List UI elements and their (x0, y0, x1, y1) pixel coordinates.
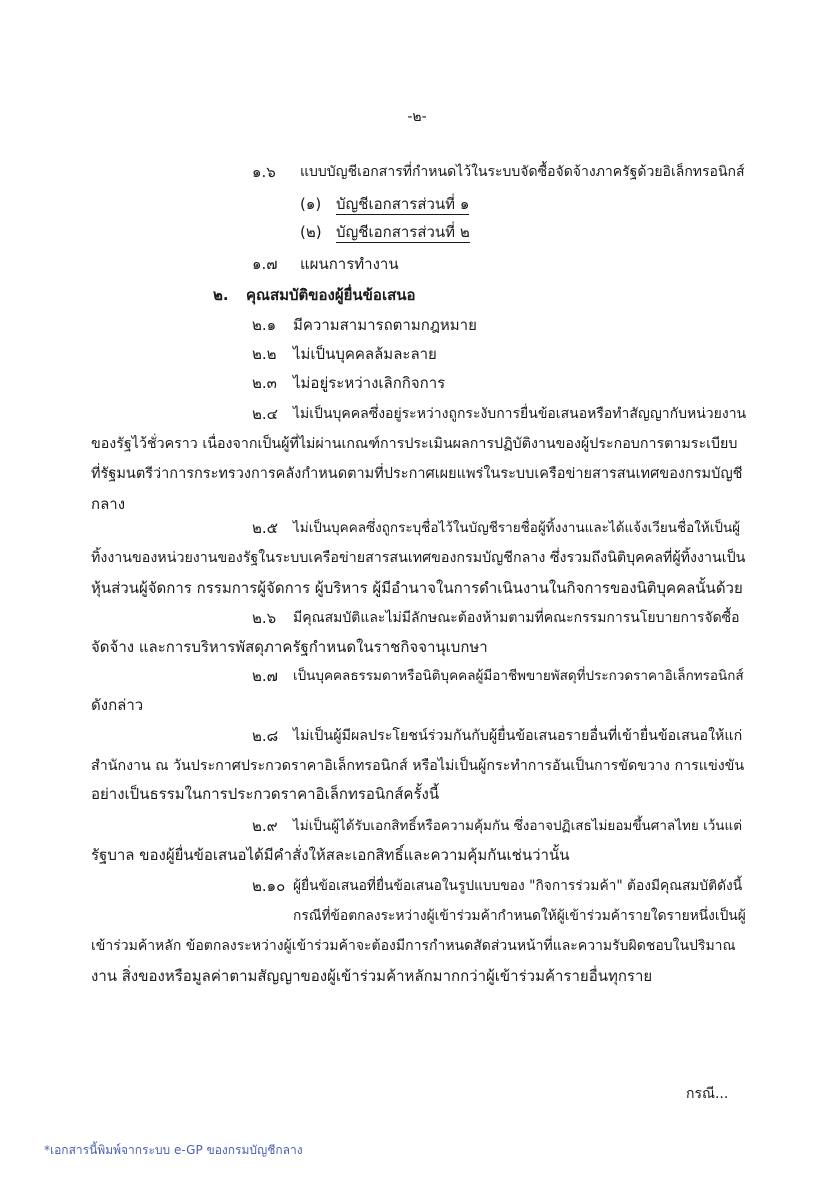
paragraph-line: เป็นบุคคลธรรมดาหรือนิติบุคคลผู้มีอาชีพขายพัสดุที่ประกวดราคาอิเล็กทรอนิกส์ (293, 668, 744, 684)
section-number: ๒. (213, 286, 229, 304)
paragraph-line: กรณีที่ข้อตกลงระหว่างผู้เข้าร่วมค้ากำหนดให้ผู้เข้าร่วมค้ารายใดรายหนึ่งเป็นผู้ (293, 908, 746, 924)
paragraph-line: ทิ้งงานของหน่วยงานของรัฐในระบบเครือข่ายสารสนเทศของกรมบัญชีกลาง ซึ่งรวมถึงนิติบุคคลที่ผู้ทิ้งงานเป็น (91, 550, 746, 566)
paragraph-line: หุ้นส่วนผู้จัดการ กรรมการผู้จัดการ ผู้บริหาร ผู้มีอำนาจในการดำเนินงานในกิจการของนิติบุคคลนั้นด้วย (91, 579, 743, 597)
section-number: ๒.๕ (252, 519, 279, 537)
section-number: ๒.๘ (252, 727, 279, 745)
paragraph-line: ดังกล่าว (91, 696, 144, 714)
paragraph-line: เข้าร่วมค้าหลัก ข้อตกลงระหว่างผู้เข้าร่วมค้าจะต้องมีการกำหนดสัดส่วนหน้าที่และความรับผิดชอบในปริมาณ (91, 938, 736, 954)
footer-note: *เอกสารนี้พิมพ์จากระบบ e-GP ของกรมบัญชีกลาง (44, 1143, 303, 1157)
paragraph-line: ไม่เป็นบุคคลล้มละลาย (293, 345, 437, 363)
paragraph-line: ไม่เป็นผู้มีผลประโยชน์ร่วมกันกับผู้ยื่นข้อเสนอรายอื่นที่เข้ายื่นข้อเสนอให้แก่ (293, 728, 743, 744)
section-number: ๑.๖ (252, 163, 276, 181)
paragraph-line: ที่รัฐมนตรีว่าการกระทรวงการคลังกำหนดตามที่ประกาศเผยแพร่ในระบบเครือข่ายสารสนเทศของกรมบัญชี (91, 466, 743, 482)
paragraph-line: รัฐบาล ของผู้ยื่นข้อเสนอได้มีคำสั่งให้สละเอกสิทธิ์และความคุ้มกันเช่นว่านั้น (91, 846, 570, 864)
section-number: ๒.๙ (252, 817, 278, 835)
section-number: ๒.๗ (252, 667, 278, 685)
section-number: ๒.๒ (252, 345, 277, 363)
section-title: คุณสมบัติของผู้ยื่นข้อเสนอ (246, 286, 416, 304)
paragraph-line: มีคุณสมบัติและไม่มีลักษณะต้องห้ามตามที่คณะกรรมการนโยบายการจัดซื้อ (293, 610, 740, 626)
section-number: ๒.๔ (252, 405, 279, 423)
document-list-part-1-link[interactable]: บัญชีเอกสารส่วนที่ ๑ (336, 195, 470, 213)
page-number: -๒- (407, 109, 427, 125)
paragraph-line: ไม่เป็นผู้ได้รับเอกสิทธิ์หรือความคุ้มกัน ซึ่งอาจปฏิเสธไม่ยอมขึ้นศาลไทย เว้นแต่ (293, 818, 742, 834)
section-number: ๒.๑ (252, 316, 277, 334)
section-number: ๑.๗ (252, 255, 278, 273)
paragraph-line: ไม่เป็นบุคคลซึ่งอยู่ระหว่างถูกระงับการยื่นข้อเสนอหรือทำสัญญากับหน่วยงาน (293, 406, 747, 422)
paragraph-line: มีความสามารถตามกฎหมาย (293, 316, 477, 334)
subitem-number: (๒) (300, 223, 322, 241)
paragraph-line: ของรัฐไว้ชั่วคราว เนื่องจากเป็นผู้ที่ไม่ผ่านเกณฑ์การประเมินผลการปฏิบัติงานของผู้ประกอบการตามระเบียบ (91, 436, 738, 452)
section-number: ๒.๓ (252, 374, 277, 392)
subitem-number: (๑) (300, 195, 322, 213)
section-number: ๒.๑๐ (252, 877, 286, 895)
section-number: ๒.๖ (252, 609, 277, 627)
paragraph-line: สำนักงาน ณ วันประกาศประกวดราคาอิเล็กทรอนิกส์ หรือไม่เป็นผู้กระทำการอันเป็นการขัดขวาง การแข่งขัน (91, 758, 745, 774)
paragraph-line: ผู้ยื่นข้อเสนอที่ยื่นข้อเสนอในรูปแบบของ "กิจการร่วมค้า" ต้องมีคุณสมบัติดังนี้ (293, 878, 743, 894)
section-heading: แผนการทำงาน (300, 255, 399, 273)
paragraph-line: อย่างเป็นธรรมในการประกวดราคาอิเล็กทรอนิกส์ครั้งนี้ (91, 785, 440, 803)
paragraph-line: กลาง (91, 495, 126, 513)
paragraph-line: งาน สิ่งของหรือมูลค่าตามสัญญาของผู้เข้าร่วมค้าหลักมากกว่าผู้เข้าร่วมค้ารายอื่นทุกราย (91, 967, 653, 985)
paragraph-line: จัดจ้าง และการบริหารพัสดุภาครัฐกำหนดในราชกิจจานุเบกษา (91, 638, 488, 656)
paragraph-line: ไม่เป็นบุคคลซึ่งถูกระบุชื่อไว้ในบัญชีรายชื่อผู้ทิ้งงานและได้แจ้งเวียนชื่อให้เป็นผู้ (293, 520, 741, 536)
section-heading: แบบบัญชีเอกสารที่กำหนดไว้ในระบบจัดซื้อจัดจ้างภาครัฐด้วยอิเล็กทรอนิกส์ (300, 164, 745, 180)
paragraph-line: ไม่อยู่ระหว่างเลิกกิจการ (293, 374, 446, 392)
document-list-part-2-link[interactable]: บัญชีเอกสารส่วนที่ ๒ (336, 223, 470, 241)
continuation-text: กรณี... (686, 1086, 729, 1102)
